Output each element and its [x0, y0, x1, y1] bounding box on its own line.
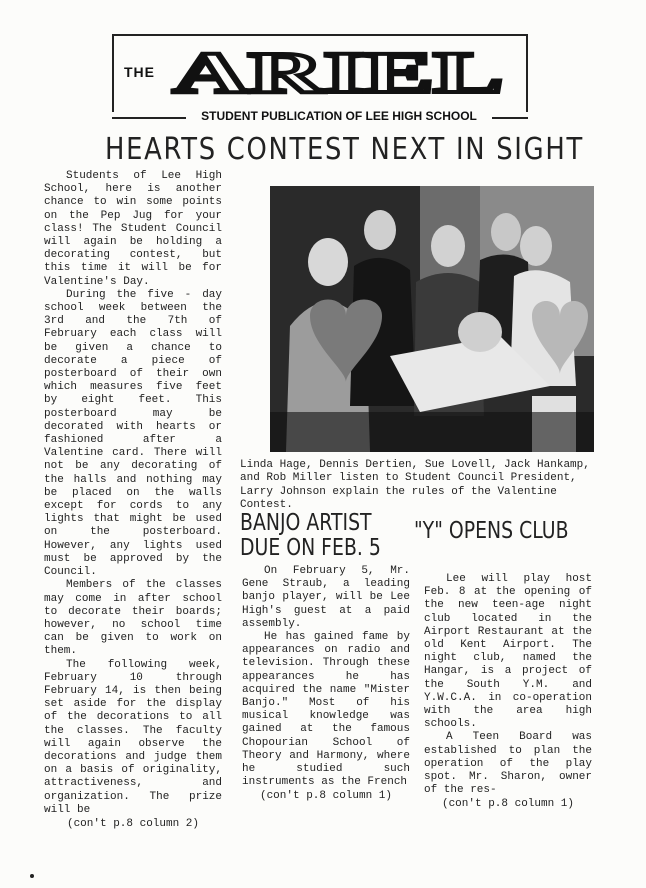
hearts-article	[44, 170, 222, 831]
club-paragraph: Lee will play host Feb. 8 at the opening of the new teen-age night club located in the Airport Restaurant at the old Kent Airport. The night club, named the Hangar, is a project of the South Y.M. and Y.W.C.A. in co-operation with the area high schools.	[424, 573, 592, 731]
banjo-headline-line2: DUE ON FEB. 5	[240, 535, 381, 561]
banjo-article	[242, 565, 410, 804]
hearts-continued: (con't p.8 column 2)	[66, 817, 200, 830]
main-headline: HEARTS CONTEST NEXT IN SIGHT	[105, 132, 584, 167]
masthead-rule-right	[492, 117, 528, 119]
club-paragraph: A Teen Board was established to plan the operation of the play spot. Mr. Sharon, owner of the res-	[424, 731, 592, 797]
svg-text:ARIEL: ARIEL	[173, 44, 503, 102]
masthead-the: THE	[124, 64, 155, 80]
banjo-paragraph: He has gained fame by appearances on radio and television. Through these appearances he has acquired the name "Mister Banjo." Most of his musical knowledge was gained at the famous Chopourian School of Theory and Harmony, where he studied such instruments as the French	[242, 631, 410, 789]
page-speck	[30, 874, 34, 878]
masthead-rule-left	[112, 117, 186, 119]
banjo-continued: (con't p.8 column 1)	[259, 790, 393, 803]
hearts-paragraph: During the five - day school week between the 3rd and the 7th of February each class will be given a chance to decorate a piece of posterboard of their own which measures five feet by eight feet. This posterboard may be decorated with hearts or fashioned after a Valentine card. There will not be any decorating of the halls and nothing may be placed on the walls except for cords to any lights that might be used on the posterboard. However, any lights used must be approved by the Council.	[44, 288, 222, 579]
banjo-paragraph: On February 5, Mr. Gene Straub, a leading banjo player, will be Lee High's guest at a paid assembly.	[242, 565, 410, 630]
photo-caption: Linda Hage, Dennis Dertien, Sue Lovell, Jack Hankamp, and Rob Miller listen to Student Council President, Larry Johnson explain the rules of the Valentine Contest.	[240, 459, 590, 512]
masthead-title	[168, 44, 508, 102]
club-article	[424, 573, 592, 812]
hearts-paragraph: Students of Lee High School, here is another chance to win some points on the Pep Jug for your class! The Student Council will again be holding a decorating contest, but this time it will be for Valentine's Day.	[44, 170, 222, 288]
masthead-subtitle: STUDENT PUBLICATION OF LEE HIGH SCHOOL	[201, 109, 477, 123]
hearts-paragraph: Members of the classes may come in after school to decorate their boards; however, no school time can be given to work on them.	[44, 579, 222, 658]
banjo-headline-line1: BANJO ARTIST	[240, 510, 372, 536]
hearts-paragraph: The following week, February 10 through February 14, is then being set aside for the display of the decorations to all the classes. The faculty will again observe the decorations and judge them on a basis of originality, attractiveness, and organization. The prize will be	[44, 658, 222, 816]
club-continued: (con't p.8 column 1)	[441, 798, 575, 811]
photo-image	[270, 186, 594, 452]
club-headline: "Y" OPENS CLUB	[414, 518, 569, 544]
student-council-photo	[270, 186, 594, 452]
